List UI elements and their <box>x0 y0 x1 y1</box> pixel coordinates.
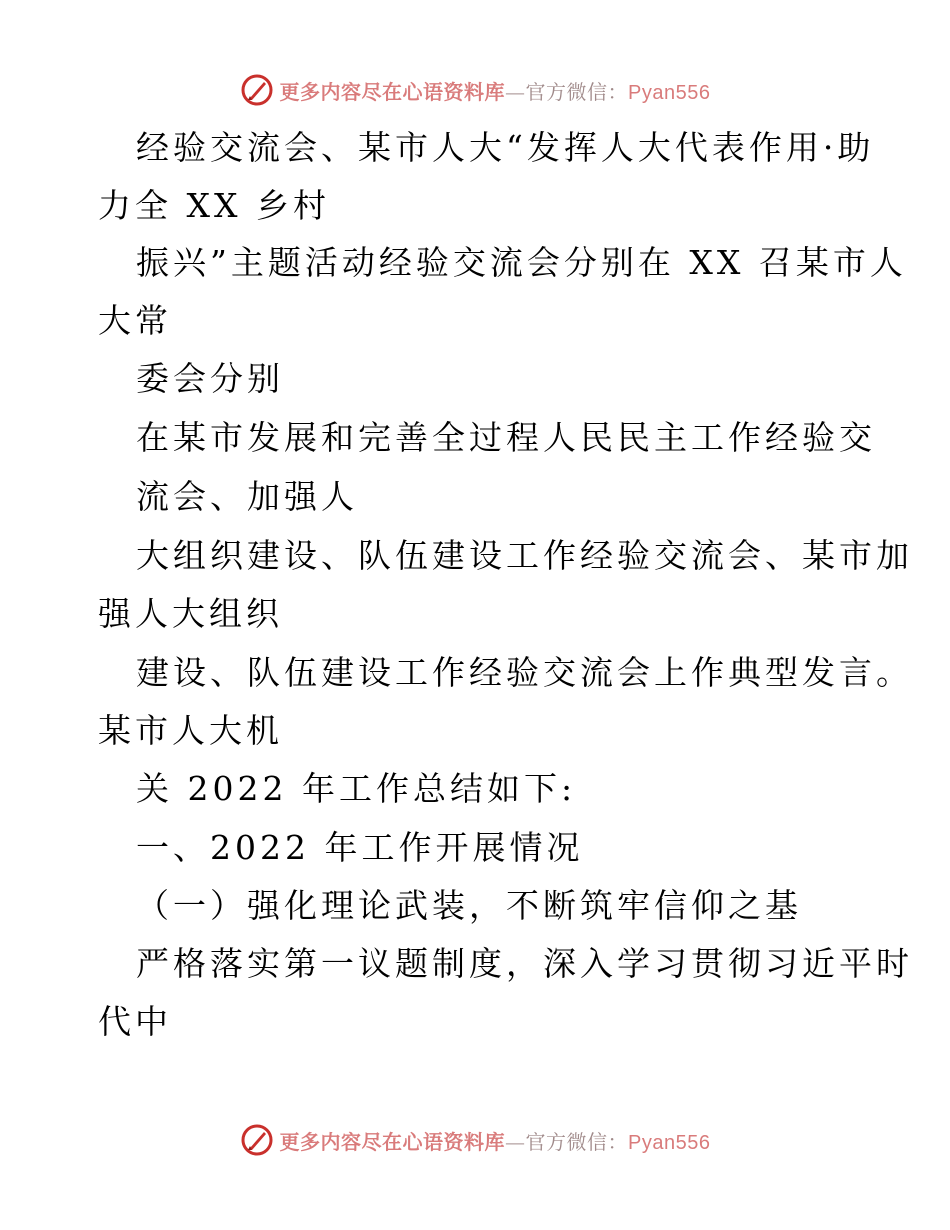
doc-line: 一、2022 年工作开展情况 <box>136 828 584 867</box>
doc-line: 严格落实第一议题制度，深入学习贯彻习近平时 <box>136 944 913 983</box>
watermark-dash: — <box>505 79 526 104</box>
watermark-brand: 官方微信： <box>525 79 629 104</box>
doc-line: 在某市发展和完善全过程人民民主工作经验交 <box>136 418 876 457</box>
doc-line: 委会分别 <box>136 359 284 398</box>
doc-line: 大常 <box>98 301 172 340</box>
watermark-brand: 官方微信： <box>525 1129 629 1154</box>
doc-line: 流会、加强人 <box>136 477 358 516</box>
doc-line: 关 2022 年工作总结如下: <box>136 769 577 808</box>
doc-line: 代中 <box>98 1002 172 1041</box>
watermark-text <box>280 1126 711 1155</box>
watermark-id: Pyan556 <box>628 81 711 104</box>
watermark-main: 更多内容尽在心语资料库 <box>279 1129 506 1154</box>
watermark-dash: — <box>505 1129 526 1154</box>
doc-line: 力全 XX 乡村 <box>98 186 330 225</box>
doc-line: 振兴”主题活动经验交流会分别在 XX 召某市人 <box>136 243 907 282</box>
doc-line: 强人大组织 <box>98 594 283 633</box>
doc-line: 经验交流会、某市人大“发挥人大代表作用·助 <box>136 128 875 167</box>
footer-watermark <box>0 1120 950 1160</box>
doc-line: 某市人大机 <box>98 711 283 750</box>
doc-line: （一）强化理论武装，不断筑牢信仰之基 <box>136 886 802 925</box>
doc-line: 大组织建设、队伍建设工作经验交流会、某市加 <box>136 536 913 575</box>
watermark-main: 更多内容尽在心语资料库 <box>279 79 506 104</box>
watermark-id: Pyan556 <box>628 1131 711 1154</box>
quill-logo-icon <box>240 1123 274 1157</box>
doc-line: 建设、队伍建设工作经验交流会上作典型发言。 <box>136 653 913 692</box>
